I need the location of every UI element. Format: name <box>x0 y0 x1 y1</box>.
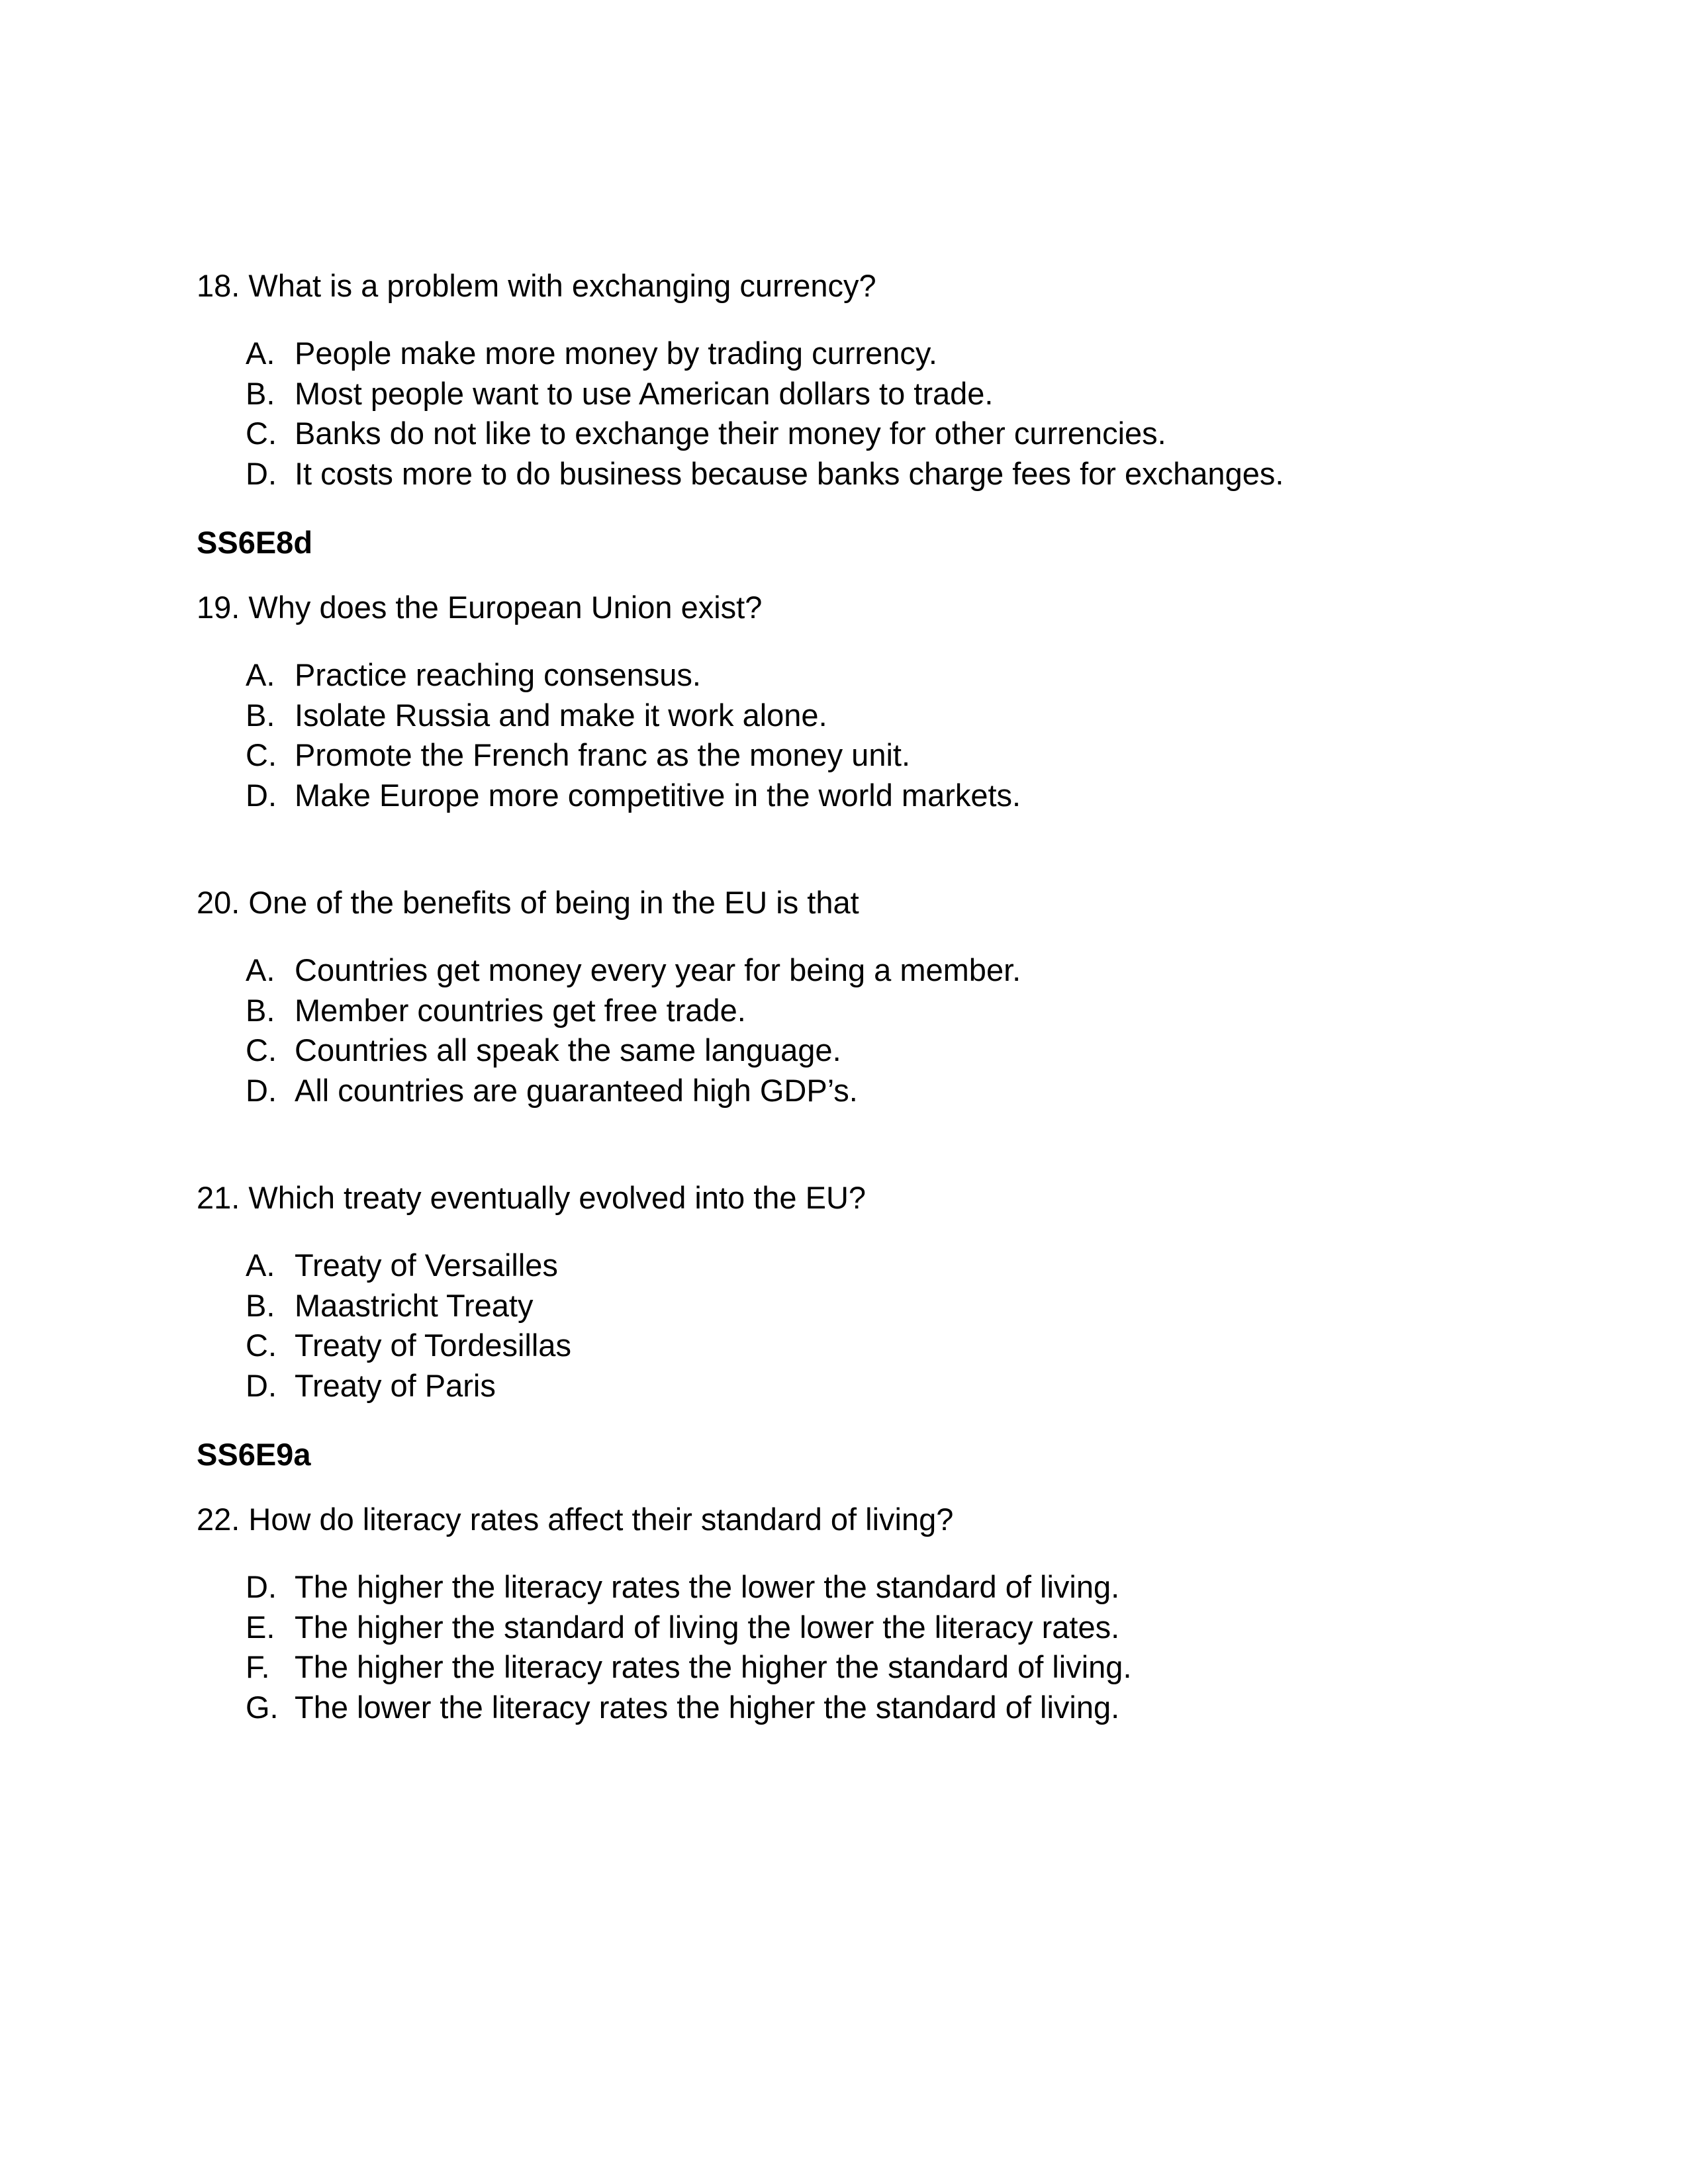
choice-letter: B. <box>246 992 275 1028</box>
answer-choice[interactable] <box>197 454 1521 494</box>
choice-text: Practice reaching consensus. <box>295 657 701 692</box>
choice-text: The higher the literacy rates the higher the standard of living. <box>295 1649 1132 1684</box>
answer-choice[interactable] <box>197 374 1521 414</box>
choice-text: Member countries get free trade. <box>295 992 746 1028</box>
choice-text: Treaty of Tordesillas <box>295 1328 571 1363</box>
answer-choices <box>197 334 1521 494</box>
answer-choice[interactable] <box>197 1688 1521 1728</box>
answer-choice[interactable] <box>197 1647 1521 1688</box>
question-text: 20. One of the benefits of being in the EU is that <box>197 885 859 920</box>
answer-choice[interactable] <box>197 1286 1521 1326</box>
standard-code: SS6E8d <box>197 525 313 560</box>
answer-choice[interactable] <box>197 1071 1521 1111</box>
choice-letter: B. <box>246 1287 275 1323</box>
choice-letter: B. <box>246 375 275 411</box>
choice-text: It costs more to do business because banks charge fees for exchanges. <box>295 455 1284 491</box>
answer-choice[interactable] <box>197 334 1521 374</box>
answer-choice[interactable] <box>197 735 1521 776</box>
choice-letter: A. <box>246 657 275 692</box>
question-block-18 <box>197 266 1521 494</box>
choice-text: The higher the literacy rates the lower the standard of living. <box>295 1569 1120 1604</box>
answer-choice[interactable] <box>197 414 1521 454</box>
choice-letter: E. <box>246 1609 275 1645</box>
question-text: 18. What is a problem with exchanging currency? <box>197 268 876 303</box>
choice-text: Promote the French franc as the money unit. <box>295 737 911 772</box>
choice-letter: D. <box>246 1072 277 1108</box>
answer-choice[interactable] <box>197 776 1521 816</box>
choice-letter: F. <box>246 1649 270 1684</box>
answer-choices <box>197 950 1521 1111</box>
question-text: 19. Why does the European Union exist? <box>197 590 763 625</box>
choice-letter: D. <box>246 1367 277 1403</box>
answer-choice[interactable] <box>197 950 1521 991</box>
answer-choice[interactable] <box>197 1366 1521 1406</box>
choice-text: Make Europe more competitive in the world markets. <box>295 777 1021 813</box>
choice-text: The lower the literacy rates the higher the standard of living. <box>295 1689 1120 1725</box>
choice-text: Most people want to use American dollars to trade. <box>295 375 994 411</box>
answer-choices <box>197 1567 1521 1727</box>
choice-text: Treaty of Versailles <box>295 1248 558 1283</box>
choice-letter: C. <box>246 737 277 772</box>
choice-text: Countries get money every year for being a member. <box>295 952 1021 987</box>
choice-text: All countries are guaranteed high GDP’s. <box>295 1072 858 1108</box>
choice-letter: A. <box>246 336 275 371</box>
choice-letter: A. <box>246 1248 275 1283</box>
choice-letter: D. <box>246 1569 277 1604</box>
answer-choice[interactable] <box>197 1567 1521 1608</box>
choice-text: Countries all speak the same language. <box>295 1032 841 1068</box>
answer-choice[interactable] <box>197 1326 1521 1366</box>
choice-text: The higher the standard of living the lower the literacy rates. <box>295 1609 1120 1645</box>
standard-code: SS6E9a <box>197 1437 311 1472</box>
answer-choice[interactable] <box>197 991 1521 1031</box>
choice-letter: C. <box>246 1032 277 1068</box>
answer-choice[interactable] <box>197 1030 1521 1071</box>
answer-choice[interactable] <box>197 1246 1521 1286</box>
choice-text: Banks do not like to exchange their money for other currencies. <box>295 416 1166 451</box>
question-text: 21. Which treaty eventually evolved into the EU? <box>197 1180 867 1215</box>
question-block-21 <box>197 1178 1521 1406</box>
choice-letter: D. <box>246 777 277 813</box>
choice-text: Maastricht Treaty <box>295 1287 534 1323</box>
question-block-20 <box>197 883 1521 1111</box>
answer-choices <box>197 655 1521 815</box>
answer-choice[interactable] <box>197 655 1521 696</box>
choice-letter: A. <box>246 952 275 987</box>
answer-choice[interactable] <box>197 1608 1521 1648</box>
choice-text: Isolate Russia and make it work alone. <box>295 697 827 733</box>
question-text: 22. How do literacy rates affect their standard of living? <box>197 1502 954 1537</box>
choice-letter: D. <box>246 455 277 491</box>
choice-letter: C. <box>246 1328 277 1363</box>
answer-choices <box>197 1246 1521 1406</box>
choice-letter: B. <box>246 697 275 733</box>
choice-text: People make more money by trading currency. <box>295 336 937 371</box>
choice-letter: G. <box>246 1689 279 1725</box>
choice-letter: C. <box>246 416 277 451</box>
answer-choice[interactable] <box>197 696 1521 736</box>
question-block-22 <box>197 1500 1521 1727</box>
question-block-19 <box>197 588 1521 815</box>
choice-text: Treaty of Paris <box>295 1367 496 1403</box>
